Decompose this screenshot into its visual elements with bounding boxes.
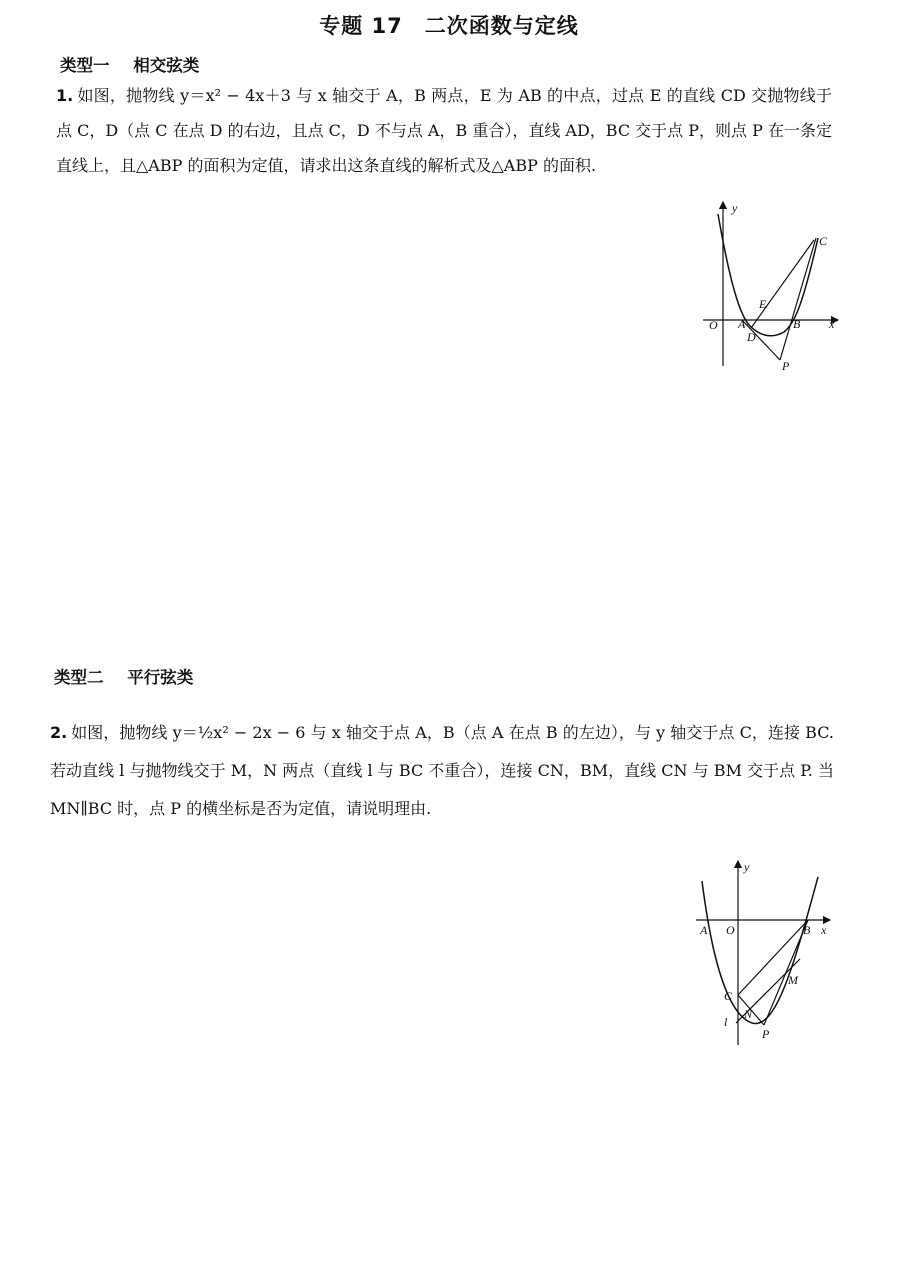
line-bm [764, 920, 808, 1025]
label-x: x [829, 317, 835, 331]
label-y: y [732, 201, 738, 215]
section-heading-2 [54, 664, 193, 688]
problem-text: 如图，抛物线 y＝½x² − 2x − 6 与 x 轴交于点 A，B（点 A 在点 B 的左边），与 y 轴交于点 C，连接 BC. 若动直线 l 与抛物线交于 M，N 两点（直线 l 与 BC 不重合），连接 CN，BM，直线 CN 与 BM 交于点 P. 当 MN∥BC 时，点 P 的横坐标是否为定值，请说明理由. [50, 723, 834, 818]
label-y: y [744, 860, 750, 874]
problem-number: 2. [50, 723, 68, 742]
label-b: B [793, 317, 801, 331]
parabola [702, 877, 818, 1024]
problem-2 [50, 714, 834, 828]
label-n: N [744, 1007, 753, 1021]
label-c: C [724, 989, 733, 1003]
label-m: M [788, 973, 798, 987]
label-a: A [738, 317, 746, 331]
label-d: D [747, 330, 756, 344]
line-bc [780, 238, 816, 360]
problem-text: 如图，抛物线 y＝x² − 4x＋3 与 x 轴交于 A，B 两点，E 为 AB 的中点，过点 E 的直线 CD 交抛物线于点 C，D（点 C 在点 D 的右边，且点 C，D 不与点 A，B 重合），直线 AD，BC 交于点 P，则点 P 在一条定直线上，且△ABP 的面积为定值，请求出这条直线的解析式及△ABP 的面积. [56, 86, 832, 175]
label-b: B [803, 923, 811, 937]
label-o: O [726, 923, 735, 937]
problem-number: 1. [56, 86, 74, 105]
label-l: l [724, 1015, 728, 1029]
chord-cd [751, 240, 814, 328]
label-o: O [709, 318, 718, 332]
section-heading-1 [60, 52, 199, 76]
label-a: A [700, 923, 708, 937]
page-title: 专题 17 二次函数与定线 [319, 14, 579, 38]
figure-2-diagram [690, 855, 840, 1050]
section-type-label: 类型一 [60, 56, 110, 75]
section-type-name: 相交弦类 [133, 56, 200, 75]
label-p: P [762, 1027, 770, 1041]
problem-1 [56, 78, 832, 183]
parabola [718, 214, 818, 336]
label-e: E [759, 297, 767, 311]
label-x: x [821, 923, 827, 937]
label-c: C [819, 234, 828, 248]
figure-1-diagram [698, 198, 848, 378]
section-type-name: 平行弦类 [127, 668, 194, 687]
label-p: P [782, 359, 790, 373]
section-type-label: 类型二 [54, 668, 104, 687]
